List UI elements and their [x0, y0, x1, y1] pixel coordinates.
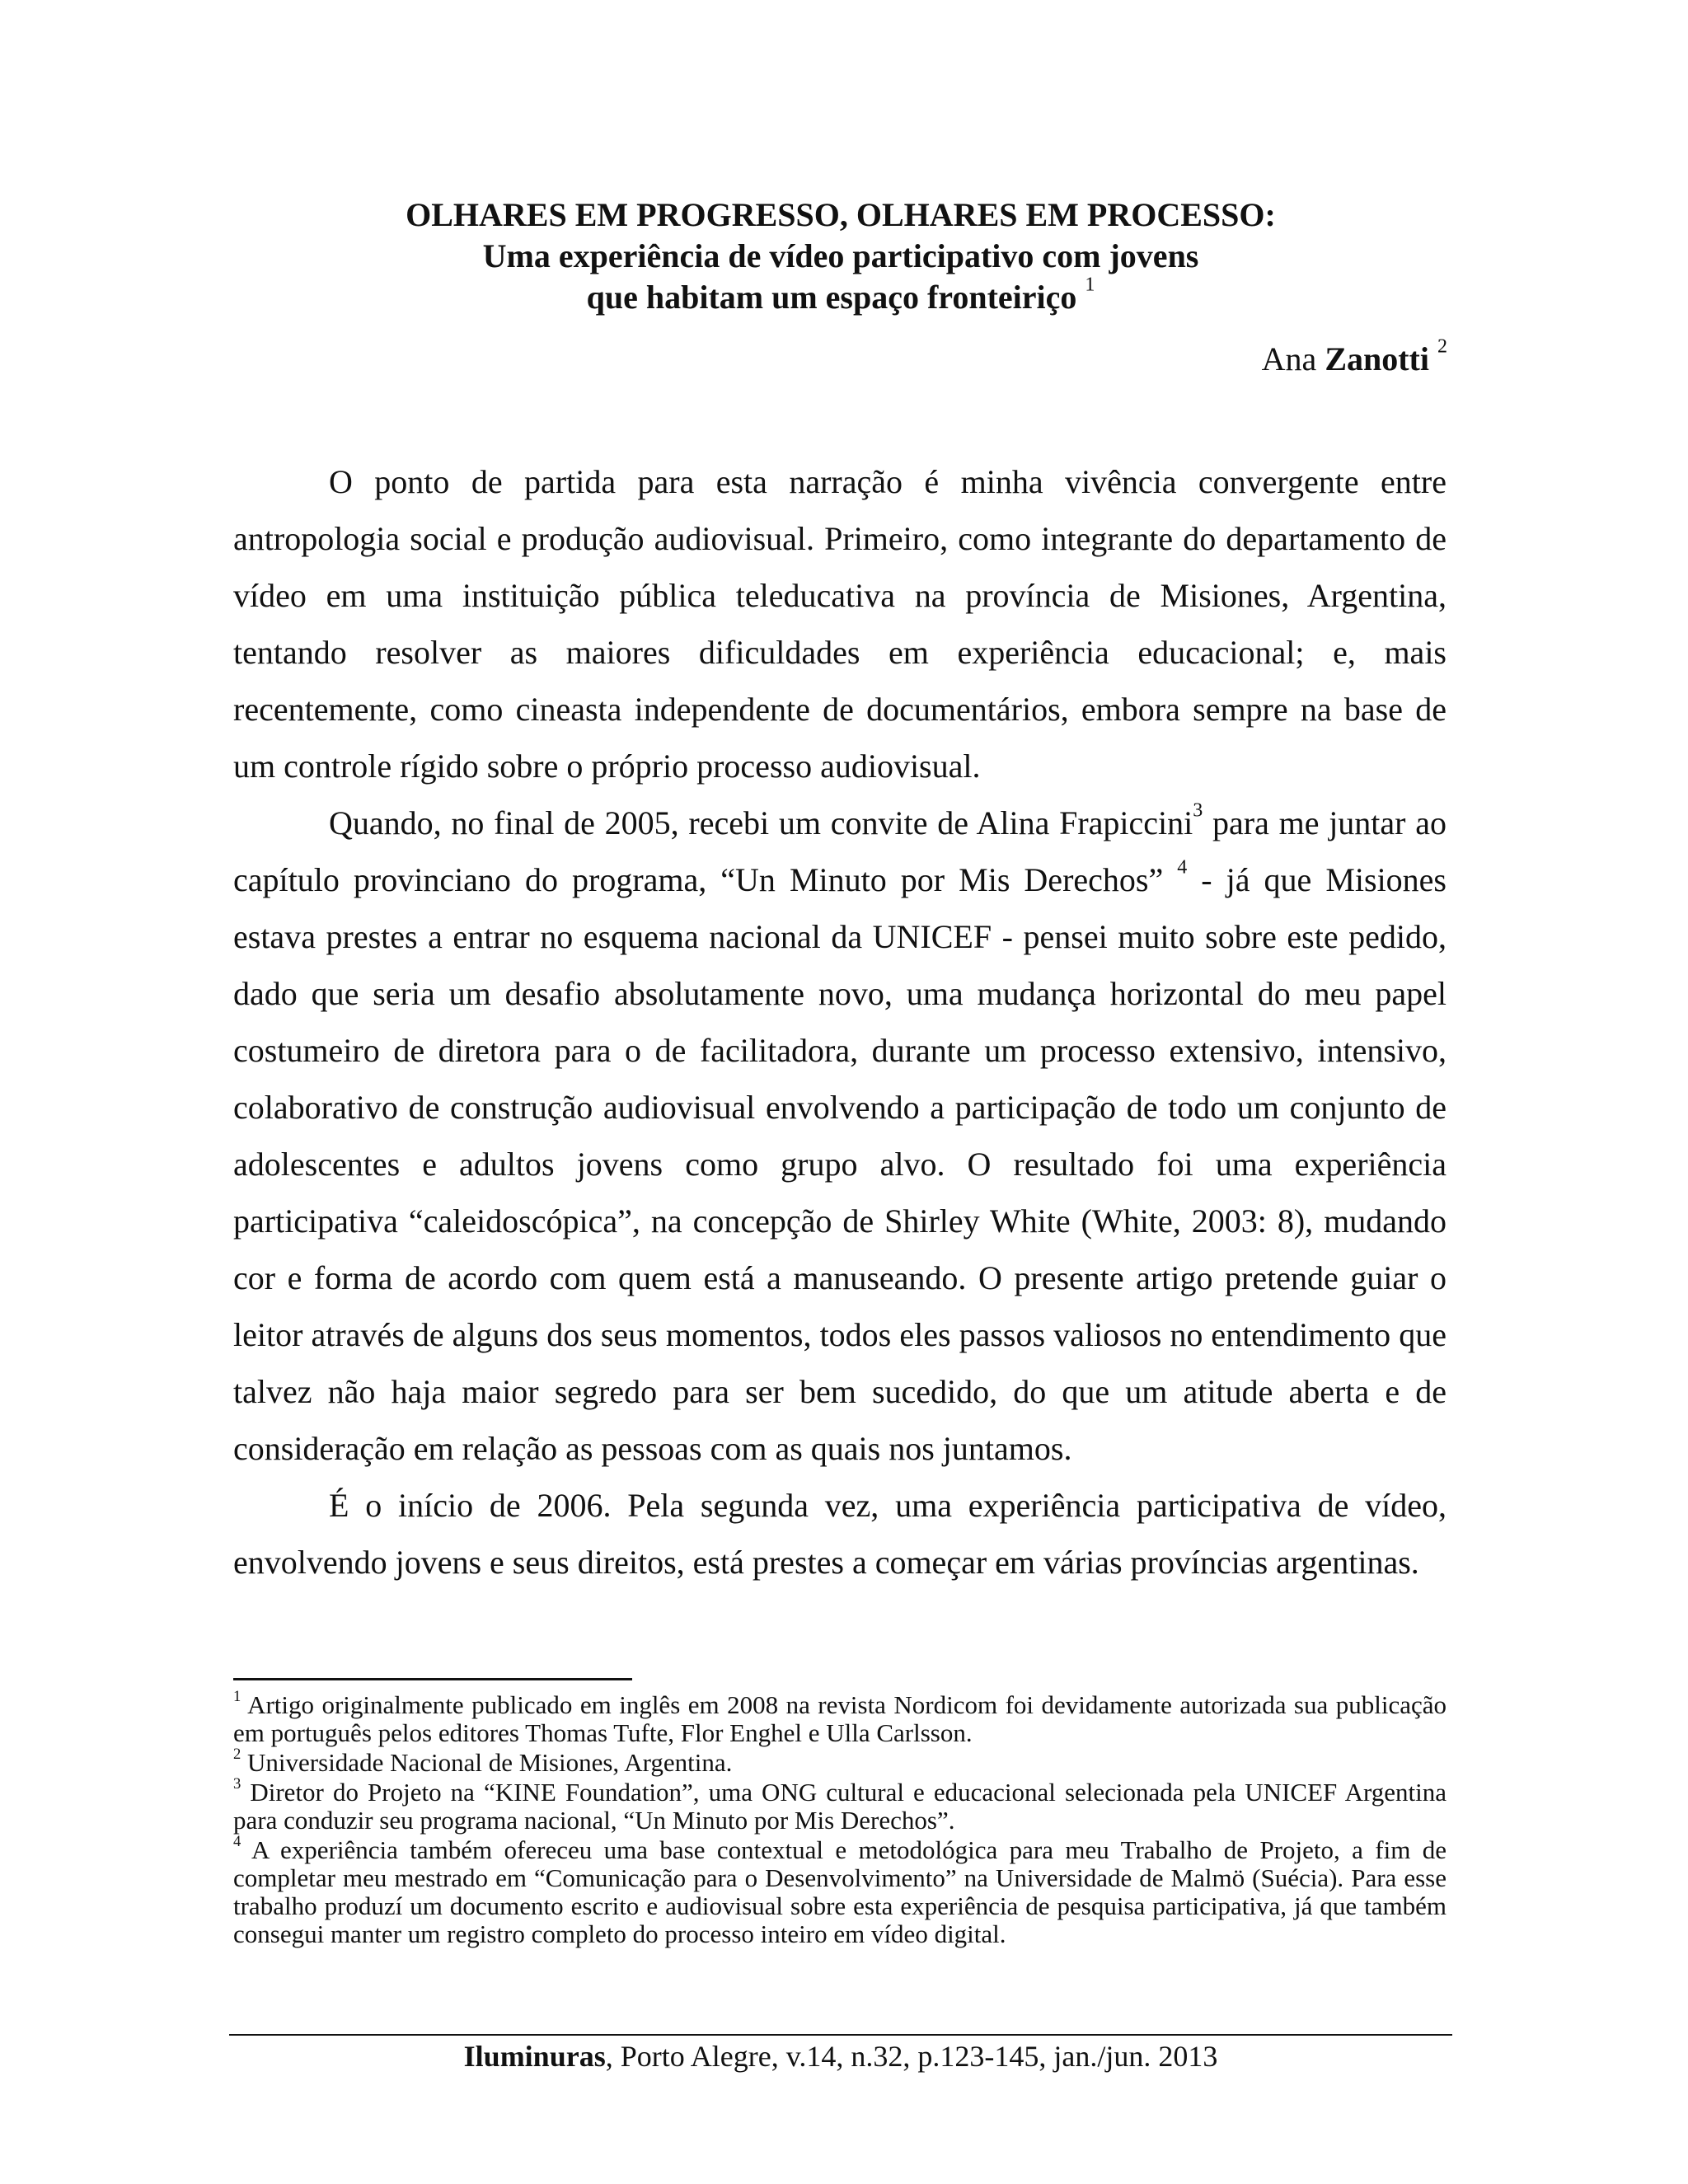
footnote-separator [233, 1678, 632, 1680]
author-footnote-ref[interactable]: 2 [1437, 335, 1447, 358]
footnote-4-number: 4 [233, 1833, 241, 1851]
paragraph-1: O ponto de partida para esta narração é minha vivência convergente entre antropologia social e produção audiovisual. Primeiro, como integrante do departamento de vídeo em uma instituição pública teleducativa na província de Misiones, Argentina, tentando resolver as maiores dificuldades em experiência educacional; e, mais recentemente, como cineasta independente de documentários, embora sempre na base de um controle rígido sobre o próprio processo audiovisual. [233, 463, 1447, 785]
footnote-ref-3[interactable]: 3 [1193, 799, 1203, 822]
title-line-3-text: que habitam um espaço fronteiriço [586, 279, 1077, 316]
journal-name: Iluminuras [463, 2040, 606, 2073]
author-name [1261, 335, 1447, 378]
article-title [231, 194, 1451, 318]
footnote-4 [233, 1833, 1447, 1948]
footnote-1 [233, 1688, 1447, 1747]
footnote-3-text: Diretor do Projeto na “KINE Foundation”, uma ONG cultural e educacional selecionada pela UNICEF Argentina para conduzir seu programa nacional, “Un Minuto por Mis Derechos”. [233, 1778, 1447, 1835]
title-footnote-ref[interactable]: 1 [1085, 274, 1095, 296]
journal-citation: , Porto Alegre, v.14, n.32, p.123-145, jan./jun. 2013 [605, 2040, 1218, 2073]
footnote-3-number: 3 [233, 1775, 241, 1793]
paragraph-2 [233, 794, 1447, 1477]
footnote-2-number: 2 [233, 1746, 241, 1764]
footer-rule [229, 2034, 1452, 2036]
paragraph-3: É o início de 2006. Pela segunda vez, uma experiência participativa de vídeo, envolvendo jovens e seus direitos, está prestes a começar em várias províncias argentinas. [233, 1487, 1447, 1581]
title-line-1: OLHARES EM PROGRESSO, OLHARES EM PROCESSO: [406, 196, 1276, 233]
title-line-2: Uma experiência de vídeo participativo com jovens [482, 237, 1199, 274]
page-footer [229, 2039, 1452, 2074]
footnotes [233, 1688, 1447, 1950]
footnote-1-number: 1 [233, 1688, 241, 1706]
article-body [233, 453, 1447, 1591]
footnote-ref-4[interactable]: 4 [1177, 856, 1188, 879]
title-line-3 [231, 274, 1451, 318]
author-first-name: Ana [1261, 340, 1317, 377]
paragraph-2-part-a: Quando, no final de 2005, recebi um convite de Alina Frapiccini [329, 804, 1193, 841]
paragraph-2-part-b: para me juntar ao capítulo provinciano do programa, “Un Minuto por Mis Derechos” [233, 804, 1447, 898]
author-last-name: Zanotti [1325, 340, 1429, 377]
footnote-4-text: A experiência também ofereceu uma base contextual e metodológica para meu Trabalho de Projeto, a fim de completar meu mestrado em “Comunicação para o Desenvolvimento” na Universidade de Malmö (Suécia). Para esse trabalho produzí um documento escrito e audiovisual sobre esta experiência de pesquisa participativa, já que também consegui manter um registro completo do processo inteiro em vídeo digital. [233, 1835, 1447, 1948]
footnote-3 [233, 1775, 1447, 1835]
footnote-2-text: Universidade Nacional de Misiones, Argentina. [241, 1748, 733, 1777]
paragraph-2-part-c: - já que Misiones estava prestes a entrar no esquema nacional da UNICEF - pensei muito sobre este pedido, dado que seria um desafio absolutamente novo, uma mudança horizontal do meu papel costumeiro de diretora para o de facilitadora, durante um processo extensivo, intensivo, colaborativo de construção audiovisual envolvendo a participação de todo um conjunto de adolescentes e adultos jovens como grupo alvo. O resultado foi uma experiência participativa “caleidoscópica”, na concepção de Shirley White (White, 2003: 8), mudando cor e forma de acordo com quem está a manuseando. O presente artigo pretende guiar o leitor através de alguns dos seus momentos, todos eles passos valiosos no entendimento que talvez não haja maior segredo para ser bem sucedido, do que um atitude aberta e de consideração em relação as pessoas com as quais nos juntamos. [233, 861, 1447, 1467]
footnote-2 [233, 1746, 1447, 1777]
footnote-1-text: Artigo originalmente publicado em inglês em 2008 na revista Nordicom foi devidamente autorizada sua publicação em português pelos editores Thomas Tufte, Flor Enghel e Ulla Carlsson. [233, 1690, 1447, 1747]
